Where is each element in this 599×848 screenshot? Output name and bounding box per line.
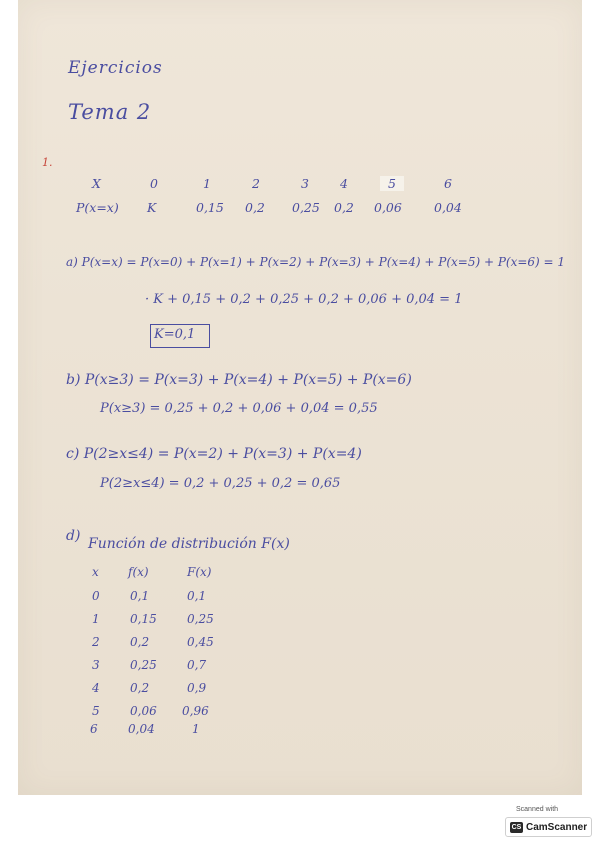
part-a-equation: a) P(x=x) = P(x=0) + P(x=1) + P(x=2) + P(x=3) + P(x=4) + P(x=5) + P(x=6) = 1: [66, 255, 566, 269]
x-value: 5: [380, 176, 404, 191]
x-value: 1: [203, 176, 211, 191]
x-value: 6: [444, 176, 452, 191]
table-header: x: [92, 565, 99, 579]
part-c-equation: c) P(2≥x≤4) = P(x=2) + P(x=3) + P(x=4): [66, 446, 362, 462]
part-a-sum: · K + 0,15 + 0,2 + 0,25 + 0,2 + 0,06 + 0,04 = 1: [145, 292, 463, 307]
p-value: 0,2: [334, 200, 354, 215]
camscanner-badge: [505, 817, 592, 837]
camscanner-brand: CamScanner: [526, 821, 588, 833]
x-value: 3: [301, 176, 309, 191]
table-cell: 0: [92, 589, 100, 603]
p-value: 0,2: [245, 200, 265, 215]
p-value: K: [147, 200, 157, 215]
table-cell: 0,15: [130, 612, 157, 626]
p-value: 0,25: [292, 200, 320, 215]
table-cell: 0,2: [130, 681, 150, 695]
part-b-result: P(x≥3) = 0,25 + 0,2 + 0,06 + 0,04 = 0,55: [100, 401, 378, 416]
table-cell: 0,04: [128, 722, 155, 736]
table-cell: 0,7: [187, 658, 207, 672]
table-cell: 1: [92, 612, 100, 626]
table-cell: 0,25: [130, 658, 157, 672]
x-header: X: [92, 176, 101, 191]
part-b-equation: b) P(x≥3) = P(x=3) + P(x=4) + P(x=5) + P(x=6): [66, 372, 412, 388]
part-c-result: P(2≥x≤4) = 0,2 + 0,25 + 0,2 = 0,65: [100, 476, 341, 491]
p-value: 0,04: [434, 200, 462, 215]
table-cell: 3: [92, 658, 100, 672]
table-cell: 0,45: [187, 635, 214, 649]
camscanner-icon: CS: [511, 823, 522, 831]
part-d-title: Función de distribución F(x): [88, 536, 290, 552]
p-value: 0,06: [374, 200, 402, 215]
p-value: 0,15: [196, 200, 224, 215]
table-cell: 0,2: [130, 635, 150, 649]
page-title: Ejercicios: [68, 58, 163, 78]
x-value: 0: [150, 176, 158, 191]
table-cell: 0,25: [187, 612, 214, 626]
table-cell: 0,06: [130, 704, 157, 718]
table-header: F(x): [187, 565, 212, 579]
table-cell: 0,1: [187, 589, 207, 603]
table-cell: 0,9: [187, 681, 207, 695]
x-value: 2: [252, 176, 260, 191]
part-d-label: d): [66, 528, 81, 544]
table-cell: 5: [92, 704, 100, 718]
p-header: P(x=x): [76, 200, 119, 215]
table-cell: 6: [90, 722, 98, 736]
part-a-result: K=0,1: [154, 327, 196, 342]
scanned-with-label: Scanned with: [516, 806, 559, 813]
table-header: f(x): [128, 565, 149, 579]
topic-title: Tema 2: [68, 100, 152, 124]
table-cell: 1: [192, 722, 200, 736]
exercise-number: 1.: [42, 156, 53, 169]
table-cell: 0,96: [182, 704, 209, 718]
table-cell: 4: [92, 681, 100, 695]
x-value: 4: [340, 176, 348, 191]
table-cell: 2: [92, 635, 100, 649]
table-cell: 0,1: [130, 589, 150, 603]
